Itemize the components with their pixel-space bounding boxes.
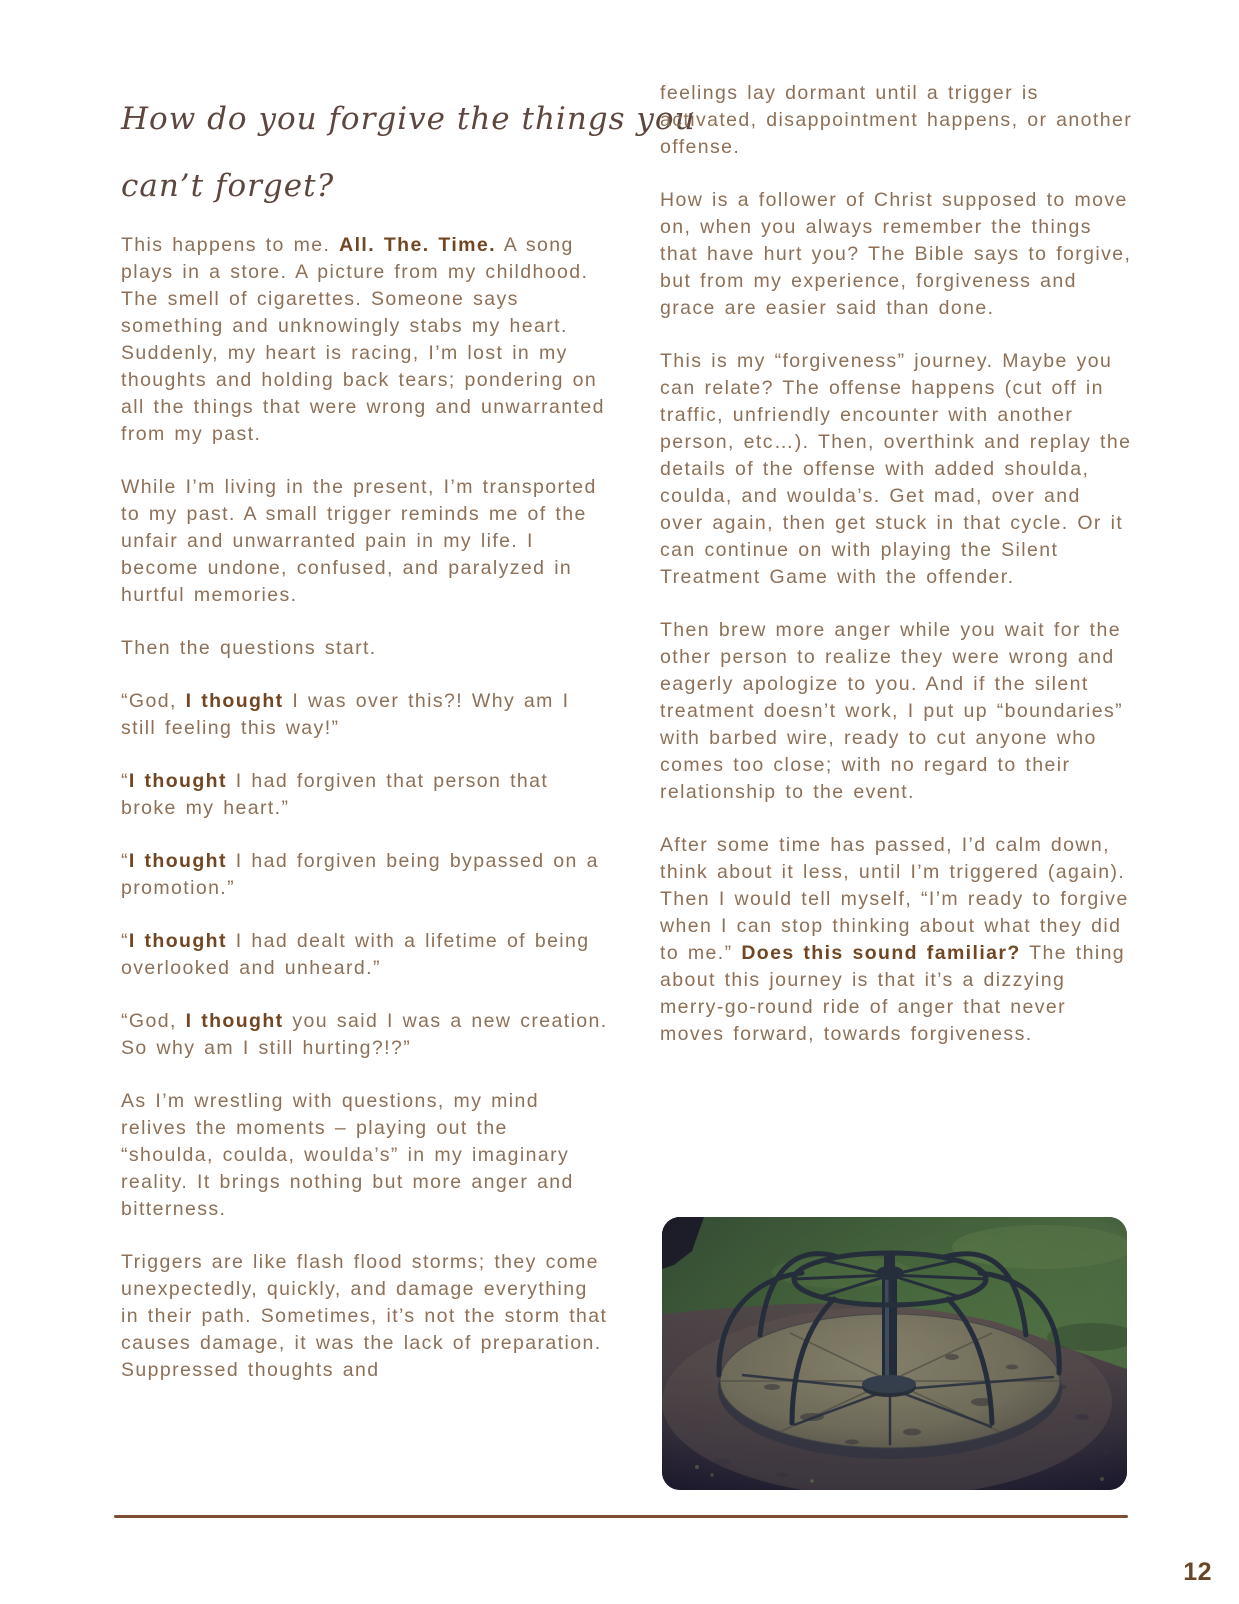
left-column bbox=[121, 86, 696, 1384]
merry-go-round-illustration bbox=[662, 1217, 1127, 1490]
paragraph: “God, I thought I was over this?! Why am I still feeling this way!” bbox=[121, 690, 570, 739]
footer-rule bbox=[114, 1515, 1128, 1518]
paragraph: Then brew more anger while you wait for the other person to realize they were wrong and eagerly apologize to you. And if the silent treatment doesn’t work, I put up “boundaries” with barbed wire, ready to cut anyone who comes too close; with no regard to their relationship to the event. bbox=[660, 619, 1124, 803]
article-title bbox=[121, 86, 696, 220]
paragraph: “God, I thought you said I was a new creation. So why am I still hurting?!?” bbox=[121, 1010, 608, 1059]
paragraph: “I thought I had dealt with a lifetime of being overlooked and unheard.” bbox=[121, 930, 590, 979]
right-column bbox=[660, 80, 1133, 1048]
left-column-text bbox=[121, 232, 609, 1384]
right-column-text bbox=[660, 80, 1133, 1048]
paragraph: “I thought I had forgiven being bypassed on a promotion.” bbox=[121, 850, 599, 899]
paragraph: How is a follower of Christ supposed to move on, when you always remember the things that have hurt you? The Bible says to forgive, but from my experience, forgiveness and grace are easier said than done. bbox=[660, 189, 1132, 319]
paragraph: “I thought I had forgiven that person that broke my heart.” bbox=[121, 770, 549, 819]
paragraph: After some time has passed, I’d calm down, think about it less, until I’m triggered (again). Then I would tell myself, “I’m ready to forgive when I can stop thinking about what they did to me.” Does this sound familiar? The thing about this journey is that it’s a dizzying merry-go-round ride of anger that never moves forward, towards forgiveness. bbox=[660, 834, 1129, 1045]
page-number: 12 bbox=[1183, 1558, 1212, 1586]
paragraph: feelings lay dormant until a trigger is activated, disappointment happens, or another offense. bbox=[660, 82, 1133, 158]
article-title-line2: can’t forget? bbox=[121, 168, 335, 204]
paragraph: Then the questions start. bbox=[121, 637, 377, 659]
paragraph: As I’m wrestling with questions, my mind relives the moments – playing out the “shoulda, coulda, woulda’s” in my imaginary reality. It brings nothing but more anger and bitterness. bbox=[121, 1090, 574, 1220]
paragraph: While I’m living in the present, I’m transported to my past. A small trigger reminds me of the unfair and unwarranted pain in my life. I become undone, confused, and paralyzed in hurtful memories. bbox=[121, 476, 597, 606]
paragraph: This is my “forgiveness” journey. Maybe you can relate? The offense happens (cut off in traffic, unfriendly encounter with another person, etc…). Then, overthink and replay the details of the offense with added shoulda, coulda, and woulda’s. Get mad, over and over again, then get stuck in that cycle. Or it can continue on with playing the Silent Treatment Game with the offender. bbox=[660, 350, 1132, 588]
merry-go-round-photo bbox=[662, 1217, 1127, 1490]
paragraph: Triggers are like flash flood storms; they come unexpectedly, quickly, and damage everything in their path. Sometimes, it’s not the storm that causes damage, it was the lack of preparation. Suppressed thoughts and bbox=[121, 1251, 608, 1381]
article-title-line1: How do you forgive the things you bbox=[121, 101, 696, 137]
paragraph: This happens to me. All. The. Time. A song plays in a store. A picture from my childhood. The smell of cigarettes. Someone says something and unknowingly stabs my heart. Suddenly, my heart is racing, I’m lost in my thoughts and holding back tears; pondering on all the things that were wrong and unwarranted from my past. bbox=[121, 234, 605, 445]
